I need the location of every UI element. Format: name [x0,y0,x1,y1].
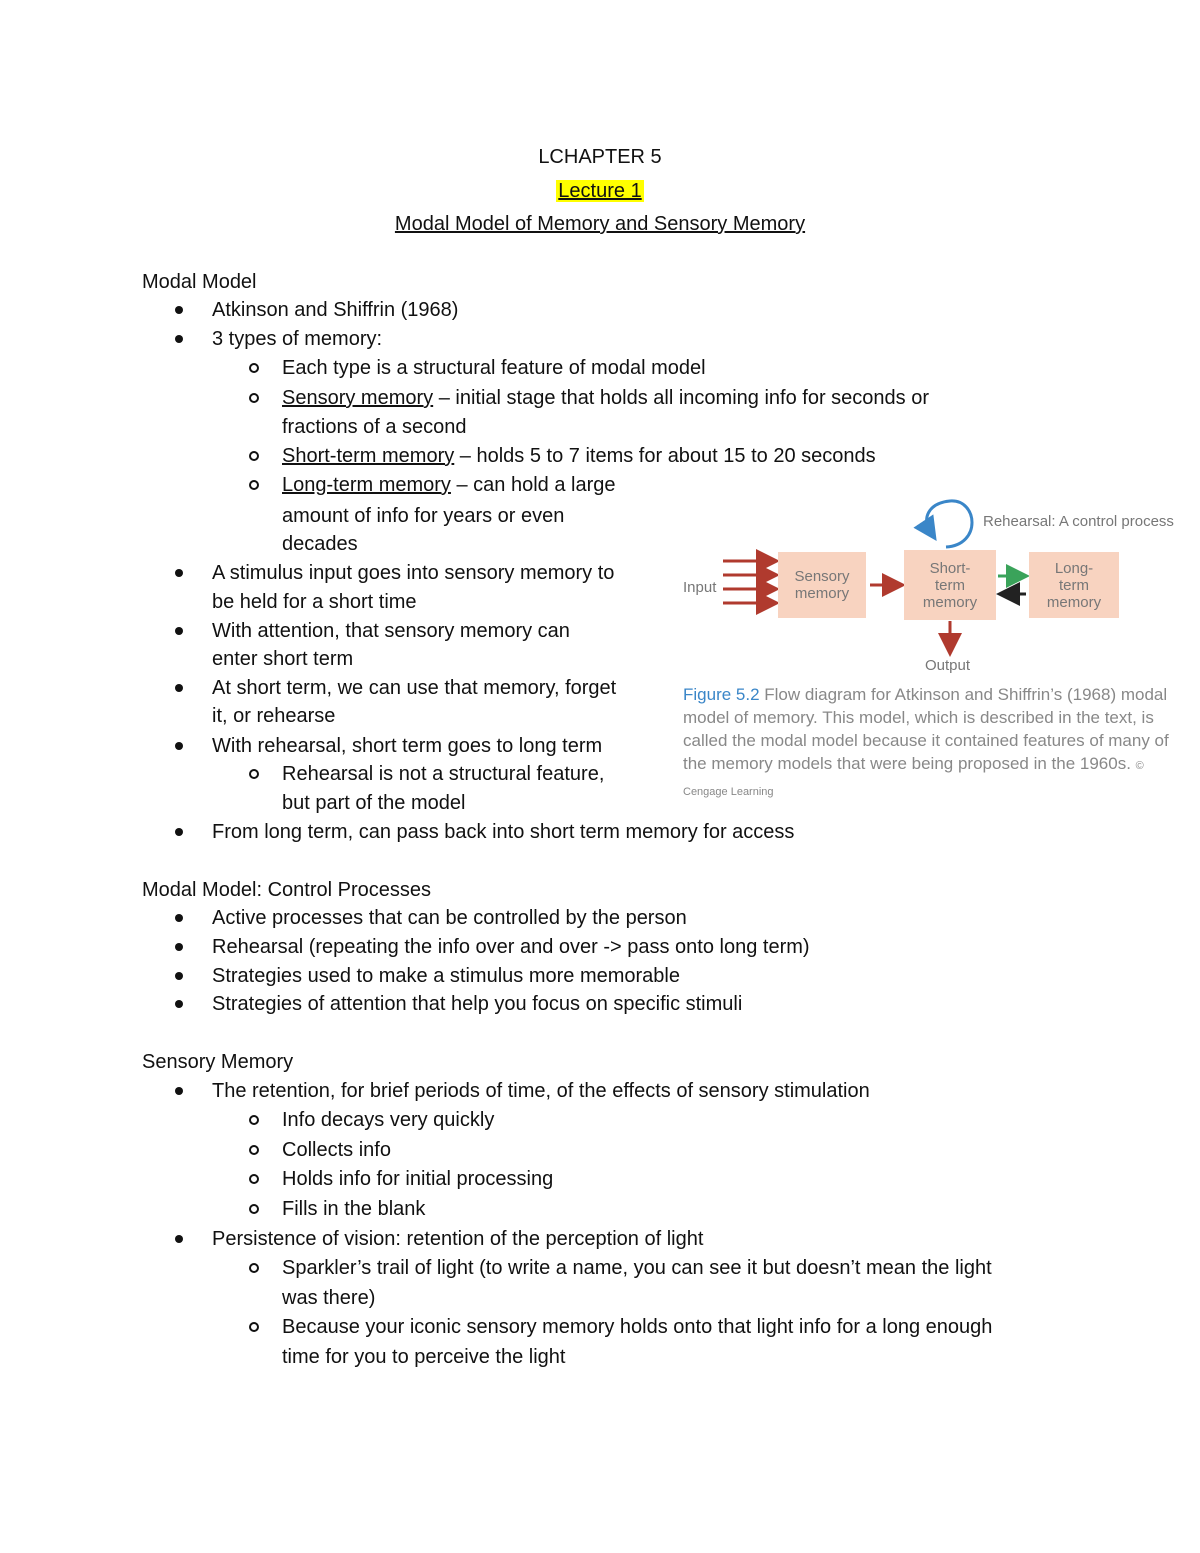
list-item-continuation: but part of the model [282,792,466,814]
list-item-continuation: it, or rehearse [212,705,336,727]
document-title-text: Modal Model of Memory and Sensory Memory [394,213,806,235]
list-item-continuation: fractions of a second [282,416,467,438]
list-item-continuation: was there) [282,1287,376,1309]
figure-credit: © Cengage Learning [683,760,1144,798]
section-heading-control-processes: Modal Model: Control Processes [142,879,432,901]
input-arrows [723,561,774,603]
lecture-label: Lecture 1 [558,180,642,202]
term-short-term-memory: Short-term memory [282,445,455,467]
chapter-title: LCHAPTER 5 [538,146,662,168]
short-term-memory-box: Short-term memory [904,550,996,620]
section-heading-modal-model: Modal Model [142,271,257,293]
rehearsal-label: Rehearsal: A control process [983,513,1174,530]
term-long-term-memory: Long-term memory [282,474,451,496]
list-item-continuation: enter short term [212,648,354,670]
sensory-memory-box: Sensory memory [778,552,866,618]
output-label: Output [925,657,971,674]
document-title [0,212,1200,236]
list-item-continuation: amount of info for years or even [282,505,565,527]
figure-caption: Figure 5.2 Flow diagram for Atkinson and Shiffrin’s (1968) modal model of memory. This model, which is described in the text, is called the modal model because it contained features of many of the memory models that were being proposed in the 1960s. © Cengage Learning [683,685,1169,798]
term-sensory-memory: Sensory memory [282,387,434,409]
document-page: LCHAPTER 5 Lecture 1 Modal Model of Memory and Sensory Memory Modal Model Atkinson and Shiffrin (1968) 3 types of memory: Each type is a structural feature of modal model Sensory memory – initial stage that holds all incoming info for seconds or fractions of a second Short-term memory – holds 5 to 7 items for about 15 to 20 seconds Long-term memory – can hold a large amount of info for years or even decades A stimulus input goes into sensory memory to be held for a short time With attention, that sensory memory can enter short term At short term, we can use that memory, forget it, or rehearse With rehearsal, short term goes to long term Rehearsal is not a structural feature, but part of the model From long term, can pass back into short term memory for access Rehearsal: A control process Input Sensory memory Short-term memory Long-term memory Output Figure 5.2 Flow diagram for Atkinson and Shiffrin’s (1968) modal model of memory. This model, which is described in the text, is called the modal model because it contained features of many of the memory models that were being proposed in the 1960s. © Cengage Learning Modal Model: Control Processes Active processes that can be controlled by the person Rehearsal (repeating the info over and over -> pass onto long term) Strategies used to make a stimulus more memorable Strategies of attention that help you focus on specific stimuli Sensory Memory The retention, for brief periods of time, of the effects of sensory stimulation Info decays very quickly Collects info Holds info for initial processing Fills in the blank Persistence of vision: retention of the perception of light Sparkler’s trail of light (to write a name, you can see it but doesn’t mean the light was there) Because your iconic sensory memory holds onto that light info for a long enough time for you to perceive the light [0,0,1200,1553]
section-heading-sensory-memory: Sensory Memory [142,1051,294,1073]
figure-number: Figure 5.2 [683,685,760,704]
long-term-memory-box: Long-term memory [1029,552,1119,618]
list-item-continuation: decades [282,533,358,555]
input-label: Input [683,579,717,596]
lecture-title [0,179,1200,203]
list-item-continuation: be held for a short time [212,591,417,613]
list-item-continuation: time for you to perceive the light [282,1346,566,1368]
modal-model-figure [678,495,1190,805]
rehearsal-loop-arrow [927,501,972,547]
